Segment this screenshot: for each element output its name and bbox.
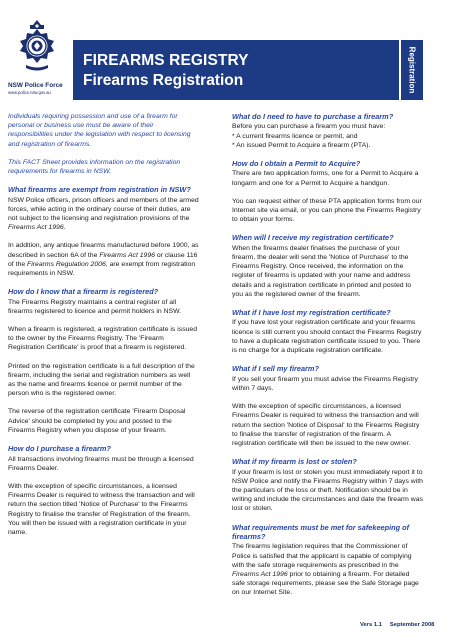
question-heading: What do I need to have to purchase a firearm? <box>232 112 394 121</box>
answer-paragraph: There are two application forms, one for a Permit to Acquire a longarm and one for a Permit to Acquire a handgun. <box>232 170 419 187</box>
act-title: Firearms Act 1996. <box>8 224 66 232</box>
question-heading: What requirements must be met for safekeeping of firearms? <box>232 522 410 541</box>
footer <box>360 622 434 628</box>
nsw-police-logo <box>8 18 66 96</box>
answer-paragraph: With the exception of specific circumstances, a licensed Firearms Dealer is required to witness the transaction and will return the section titled 'Notice of Purchase' to the Firearms Registry to finalise the transfer of Registration of the firearm. You will then be issued with a registration certificate in your name. <box>8 482 195 536</box>
question-heading: When will I receive my registration certificate? <box>232 233 394 243</box>
answer-paragraph: If you have lost your registration certificate and your firearms licence is still current you should contact the Firearms Registry to have a duplicate registration certificate issued to you. There is no charge for a duplicate registration certificate. <box>232 319 422 355</box>
question-heading: What if I sell my firearm? <box>232 364 319 374</box>
regulation-title: Firearms Regulation 2006, <box>27 260 108 268</box>
date-label: September 2008 <box>389 622 435 628</box>
right-column <box>232 112 423 607</box>
act-title: Firearms Act 1996 <box>99 251 155 259</box>
list-item: * An issued Permit to Acquire a firearm (PTA). <box>232 141 371 149</box>
title-banner <box>73 40 399 100</box>
answer-paragraph: In addition, any antique firearms manufactured before 1900, as described in section 6A of the Firearms Act 1996 or clause 116 of the Firearms Regulation 2006, are exempt from registration requirements in NSW. <box>8 242 199 278</box>
question-heading: How do I know that a firearm is registered? <box>8 287 159 297</box>
page-title: FIREARMS REGISTRY <box>83 52 249 69</box>
question-heading: What firearms are exempt from registration in NSW? <box>8 185 191 195</box>
version-label: Vers 1.1 <box>360 622 382 628</box>
answer-paragraph: If your firearm is lost or stolen you must immediately report it to NSW Police and notify the Firearms Registry within 7 days with the particulars of the loss or theft. Notification should be in writing and include the circumstances and date the firearm was lost or stolen. <box>232 468 423 513</box>
side-tab-label: Registration <box>407 46 417 94</box>
left-column <box>8 112 199 546</box>
act-title: Firearms Act 1996 <box>232 570 288 578</box>
answer-paragraph: All transactions involving firearms must be through a licensed Firearms Dealer. <box>8 455 194 472</box>
question-heading: What if I have lost my registration certificate? <box>232 308 391 318</box>
logo-url: www.police.nsw.gov.au <box>8 90 51 95</box>
page-subtitle: Firearms Registration <box>83 72 244 89</box>
list-item: * A current firearms licence or permit, and <box>232 132 358 140</box>
police-crest-icon <box>14 18 60 78</box>
intro-paragraph: This FACT Sheet provides information on the registration requirements for firearms in NSW. <box>8 158 181 176</box>
answer-paragraph: If you sell your firearm you must advise the Firearms Registry within 7 days. <box>232 375 418 392</box>
header <box>0 0 452 108</box>
question-heading: What if my firearm is lost or stolen? <box>232 457 357 467</box>
question-heading: How do I purchase a firearm? <box>8 444 111 454</box>
side-tab-registration <box>401 40 423 100</box>
answer-paragraph: The reverse of the registration certificate 'Firearm Disposal Advice' should be completed by you and posted to the Firearms Registry when you dispose of your firearm. <box>8 408 186 434</box>
question-heading: How do I obtain a Permit to Acquire? <box>232 159 361 169</box>
answer-paragraph: When a firearm is registered, a registration certificate is issued to the owner by the Firearms Registry. The 'Firearm Registration Certificate' is proof that a firearm is registered. <box>8 326 198 352</box>
answer-paragraph: The Firearms Registry maintains a central register of all firearms registered to licence and permit holders in NSW. <box>8 298 182 315</box>
intro-paragraph: Individuals requiring possession and use of a firearm for personal or business use must be aware of their responsibilities under the legislation with respect to licensing and registration of firearms. <box>8 113 191 148</box>
answer-paragraph: When the firearms dealer finalises the purchase of your firearm, the dealer will send the 'Notice of Purchase' to the Firearms Registry. Once received, the information on the register of firearms is updated with your name and address details and a registration certificate in printed and posted to you as the registered owner of the firearm. <box>232 244 412 298</box>
answer-paragraph: You can request either of these PTA application forms from our Internet site via email, or you can phone the Firearms Registry to obtain your forms. <box>232 197 422 224</box>
answer-paragraph: Before you can purchase a firearm you must have: <box>232 123 386 131</box>
answer-paragraph: The firearms legislation requires that the Commissioner of Police is satisfied that the applicant is capable of complying with the safe storage requirements as prescribed in the Firearms Act 1996 prior to obtaining a firearm. For detailed safe storage requirements, please see the Safe Storage page on our Internet Site. <box>232 543 419 597</box>
logo-title: NSW Police Force <box>8 82 63 89</box>
answer-paragraph: Printed on the registration certificate is a full description of the firearm, including the serial and registration numbers as well as the name and firearms licence or permit number of the person who is the registered owner. <box>8 362 195 398</box>
answer-paragraph: With the exception of specific circumstances, a licensed Firearms Dealer is required to witness the transaction and will return the section 'Notice of Disposal' to the Firearms Registry to finalise the transfer of registration of the firearm. A registration certificate will then be issued to the new owner. <box>232 403 420 447</box>
answer-paragraph: NSW Police officers, prison officers and members of the armed forces, while acting in the ordinary course of their duties, are not subject to the licensing and registration provisions of the Firearms Act 1996. <box>8 196 199 232</box>
